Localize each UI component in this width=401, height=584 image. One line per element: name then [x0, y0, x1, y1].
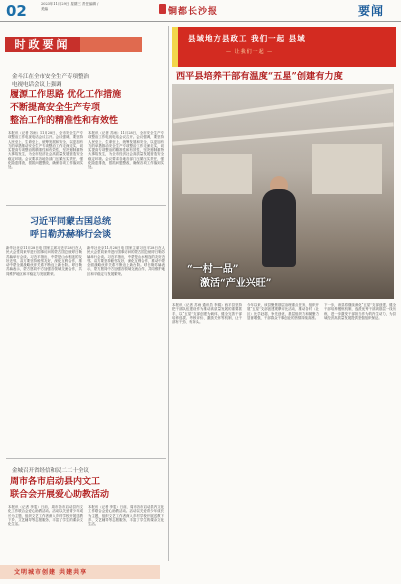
worker-figure [262, 189, 296, 267]
story1-headline-1: 履源工作思路 优化工作措施 [10, 90, 122, 100]
story1-headline-3: 整治工作的精准性和有效性 [10, 116, 119, 126]
story1-kicker-2: 电视电话会议上强调 [12, 82, 62, 88]
column-label: 时政要闻 [5, 37, 80, 52]
column-label-tail [80, 37, 142, 52]
story1-divider [6, 205, 166, 206]
page-number: 02 [6, 2, 27, 20]
banner-sub-text: — 让我们一起 — [226, 49, 274, 55]
story3-body-col1: 本报讯（记者 李雯）日前，周市各市启动县内文化工作联合会爱心助教活动。活动以关爱青少年成长为主题，组织文艺工作者深入乡村学校开展送教下乡、文艺辅导等志愿服务，丰富了学生的课余文化生活。 [8, 505, 83, 527]
banner-stripe [172, 27, 178, 67]
feature-body-col3: 下一步，该县将继续深化“五星”支部创建，健全干部培养锻炼机制，选派优秀干部到基层一线历练，进一步激发干部担当作为的内生动力，为县域经济高质量发展提供坚强组织保证。 [324, 303, 396, 320]
feature-body-col1: 本报讯（记者 苏雨 通讯员 李娟）西平县坚持把干部队伍建设作为推动高质量发展的重要抓手，以“五星”支部创建为载体，健全完善干部培养选拔、考核评价、激励关怀等机制，让干部有干劲、有奔头。 [172, 303, 242, 325]
date-line: 2023年11月29日 星期三 责任编辑 / 美编 [41, 2, 99, 11]
section-name: 要闻 [358, 4, 385, 18]
story3-headline-2: 联合会开展爱心助教活动 [10, 490, 110, 500]
photo-title-2: 激活“产业兴旺” [200, 278, 272, 289]
story2-divider [6, 458, 166, 459]
story1-body-col1: 本报讯（记者 苏雨）11月28日，全市安全生产专项整治工作电视电话会议召开。会议强调，要坚持人民至上、生命至上，统筹发展和安全，以更加有力的举措推动安全生产专项整治工作走深走实，切实提高专项整治的精准性和有效性，坚决遏制重特大事故发生，为全市经济社会高质量发展营造安全稳定环境。会议要求各地各部门压紧压实责任，强化隐患排查，狠抓问题整改，确保各项工作落到实处。 [8, 131, 83, 170]
story3-body-col2: 本报讯（记者 李雯）日前，周市各市启动县内文化工作联合会爱心助教活动。活动以关爱青少年成长为主题，组织文艺工作者深入乡村学校开展送教下乡、文艺辅导等志愿服务，丰富了学生的课余文化生活。 [88, 505, 164, 527]
story1-kicker: 金斗江在全市安全生产专项整治 [12, 74, 90, 80]
story3-headline-1: 周市各市启动县内文工 [10, 477, 101, 487]
photo-title-1: “一村一品” [187, 264, 239, 275]
banner-main-text: 县域地方县政工 我们一起 县域 [188, 34, 306, 43]
masthead-emblem-icon [159, 4, 166, 14]
story1-body-col2: 本报讯（记者 苏雨）11月28日，全市安全生产专项整治工作电视电话会议召开。会议强调，要坚持人民至上、生命至上，统筹发展和安全，以更加有力的举措推动安全生产专项整治工作走深走实，切实提高专项整治的精准性和有效性，坚决遏制重特大事故发生，为全市经济社会高质量发展营造安全稳定环境。会议要求各地各部门压紧压实责任，强化隐患排查，狠抓问题整改，确保各项工作落到实处。 [88, 131, 164, 170]
story2-headline-1: 习近平同蒙古国总统 [30, 217, 112, 227]
column-divider [168, 26, 169, 561]
story2-body-col1: 新华社北京11月28日电 国家主席习近平28日在人民大会堂同来华进行国事访问的蒙古国总统呼日勒苏赫举行会谈。习近平指出，中蒙是山水相连的友好近邻，双方要坚持睦邻友好，深化互利合作，推动中蒙全面战略伙伴关系不断迈上新台阶。呼日勒苏赫表示，蒙方愿同中方加强各领域交流合作，共同维护地区和平稳定与发展繁荣。 [6, 246, 82, 276]
story1-headline-2: 不断提高安全生产专项 [10, 103, 101, 113]
feature-body-col2: 今年以来，该县聚焦基层治理重点任务，组织开展“五星”支部创建观摩评比活动，推动各村（社区）比学赶超、争先创优，基层组织力和凝聚力显著增强，干部群众干事创业的热情持续高涨。 [247, 303, 319, 320]
story3-kicker: 金城召开省经信和民二二十全议 [12, 468, 90, 474]
story2-headline-2: 呼日勒苏赫举行会谈 [30, 230, 112, 240]
header-rule [0, 21, 401, 22]
footer-banner-text: 文明城市创建 共建共享 [14, 569, 88, 576]
story2-body-col2: 新华社北京11月28日电 国家主席习近平28日在人民大会堂同来华进行国事访问的蒙古国总统呼日勒苏赫举行会谈。习近平指出，中蒙是山水相连的友好近邻，双方要坚持睦邻友好，深化互利合作，推动中蒙全面战略伙伴关系不断迈上新台阶。呼日勒苏赫表示，蒙方愿同中方加强各领域交流合作，共同维护地区和平稳定与发展繁荣。 [87, 246, 165, 276]
masthead-title: 铜都长沙报 [168, 7, 219, 17]
feature-headline: 西平县培养干部有温度“五星”创建有力度 [176, 71, 343, 82]
